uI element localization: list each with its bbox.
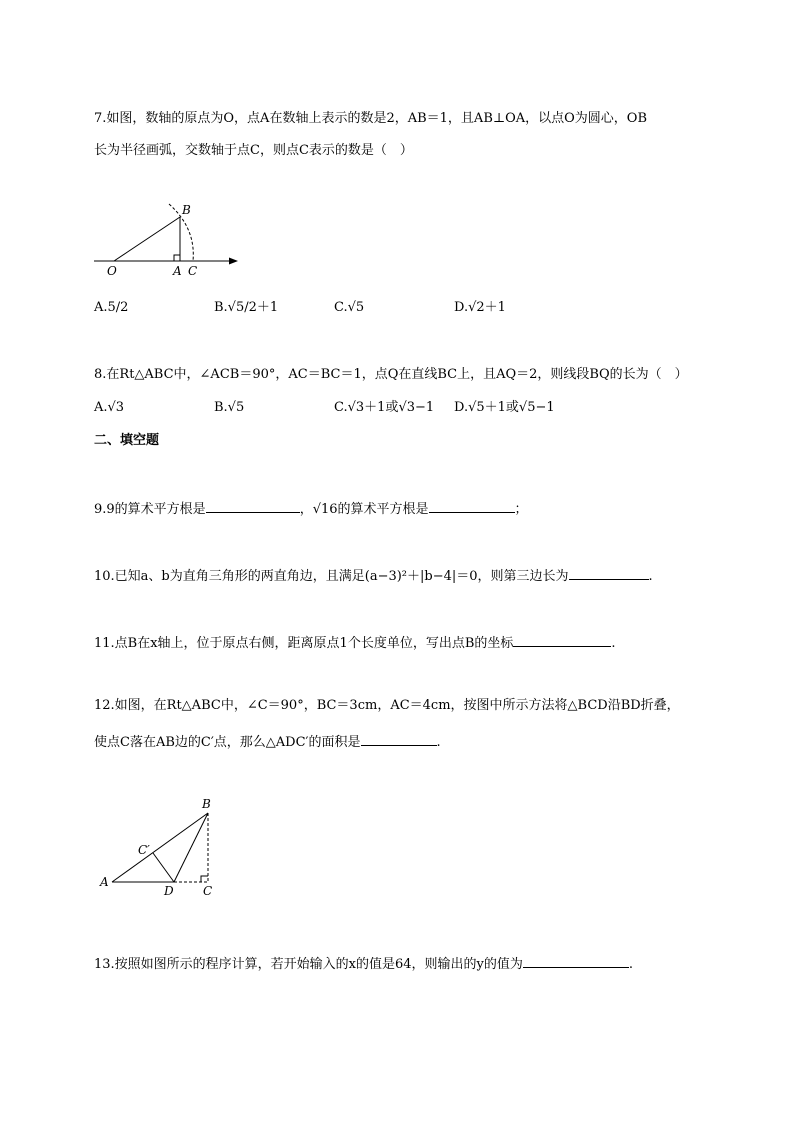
- q8-option-a: A.√3: [94, 400, 125, 415]
- segment-c1d: [153, 853, 174, 882]
- segment-bd: [174, 813, 208, 882]
- q11-text-2: .: [611, 636, 616, 651]
- q11-text-1: 11.点B在x轴上，位于原点右侧，距离原点1个长度单位，写出点B的坐标: [94, 636, 514, 651]
- label-d: D: [164, 884, 174, 898]
- q12-text-2: .: [436, 735, 441, 750]
- section-title-fill-in: 二、填空题: [94, 433, 160, 448]
- label-a: A: [173, 264, 182, 278]
- label-c-prime: C′: [138, 843, 150, 857]
- q8-option-c: C.√3＋1或√3−1: [334, 400, 435, 415]
- q9-blank-2[interactable]: [429, 499, 515, 513]
- q13-line: [94, 954, 633, 973]
- q9-blank-1[interactable]: [206, 499, 300, 513]
- q7-line2: 长为半径画弧，交数轴于点C，则点C表示的数是（ ）: [94, 143, 413, 158]
- axis-arrow: [229, 258, 238, 265]
- q12-blank[interactable]: [361, 732, 437, 746]
- label-c: C: [203, 884, 213, 898]
- q9-text-2: ，√16的算术平方根是: [299, 502, 429, 517]
- segment-ob: [114, 217, 180, 261]
- right-angle-mark: [201, 876, 208, 882]
- segment-ab: [112, 813, 208, 882]
- label-a: A: [100, 875, 109, 889]
- label-b: B: [202, 797, 211, 811]
- q10-text-2: .: [648, 569, 653, 584]
- q12-text-1: 使点C落在AB边的C′点，那么△ADC′的面积是: [94, 735, 361, 750]
- q9-line: [94, 499, 528, 518]
- q9-text-1: 9.9的算术平方根是: [94, 502, 206, 517]
- q10-line: [94, 566, 653, 585]
- label-b: B: [182, 203, 191, 217]
- q13-text-1: 13.按照如图所示的程序计算，若开始输入的x的值是64，则输出的y的值为: [94, 957, 523, 972]
- right-angle-mark: [174, 255, 180, 261]
- q13-text-2: .: [628, 957, 634, 972]
- q8-stem: 8.在Rt△ABC中，∠ACB＝90°，AC＝BC＝1，点Q在直线BC上，且AQ＝2，则线段BQ的长为（ ）: [94, 367, 688, 382]
- q12-fold-triangle-figure: [96, 794, 226, 904]
- q10-blank[interactable]: [569, 566, 649, 580]
- q11-line: [94, 633, 616, 652]
- q7-option-d: D.√2＋1: [454, 300, 506, 315]
- q8-option-b: B.√5: [214, 400, 245, 415]
- q7-line1: 7.如图，数轴的原点为O，点A在数轴上表示的数是2，AB＝1，且AB⊥OA，以点O为圆心，OB: [94, 111, 648, 126]
- label-o: O: [107, 264, 117, 278]
- q12-line1: 12.如图，在Rt△ABC中，∠C＝90°，BC＝3cm，AC＝4cm，按图中所示方法将△BCD沿BD折叠，: [94, 698, 680, 713]
- q12-line2: [94, 732, 441, 751]
- q8-option-d: D.√5＋1或√5−1: [454, 400, 555, 415]
- q7-option-c: C.√5: [334, 300, 365, 315]
- q7-number-line-figure: [90, 198, 250, 278]
- q7-option-b: B.√5/2＋1: [214, 300, 279, 315]
- q11-blank[interactable]: [513, 633, 611, 647]
- q9-text-3: ；: [514, 502, 528, 517]
- q10-text-1: 10.已知a、b为直角三角形的两直角边，且满足(a−3)²＋|b−4|＝0，则第三边长为: [94, 569, 569, 584]
- q13-blank[interactable]: [523, 954, 629, 968]
- label-c: C: [188, 264, 198, 278]
- q7-option-a: A.5/2: [94, 300, 129, 315]
